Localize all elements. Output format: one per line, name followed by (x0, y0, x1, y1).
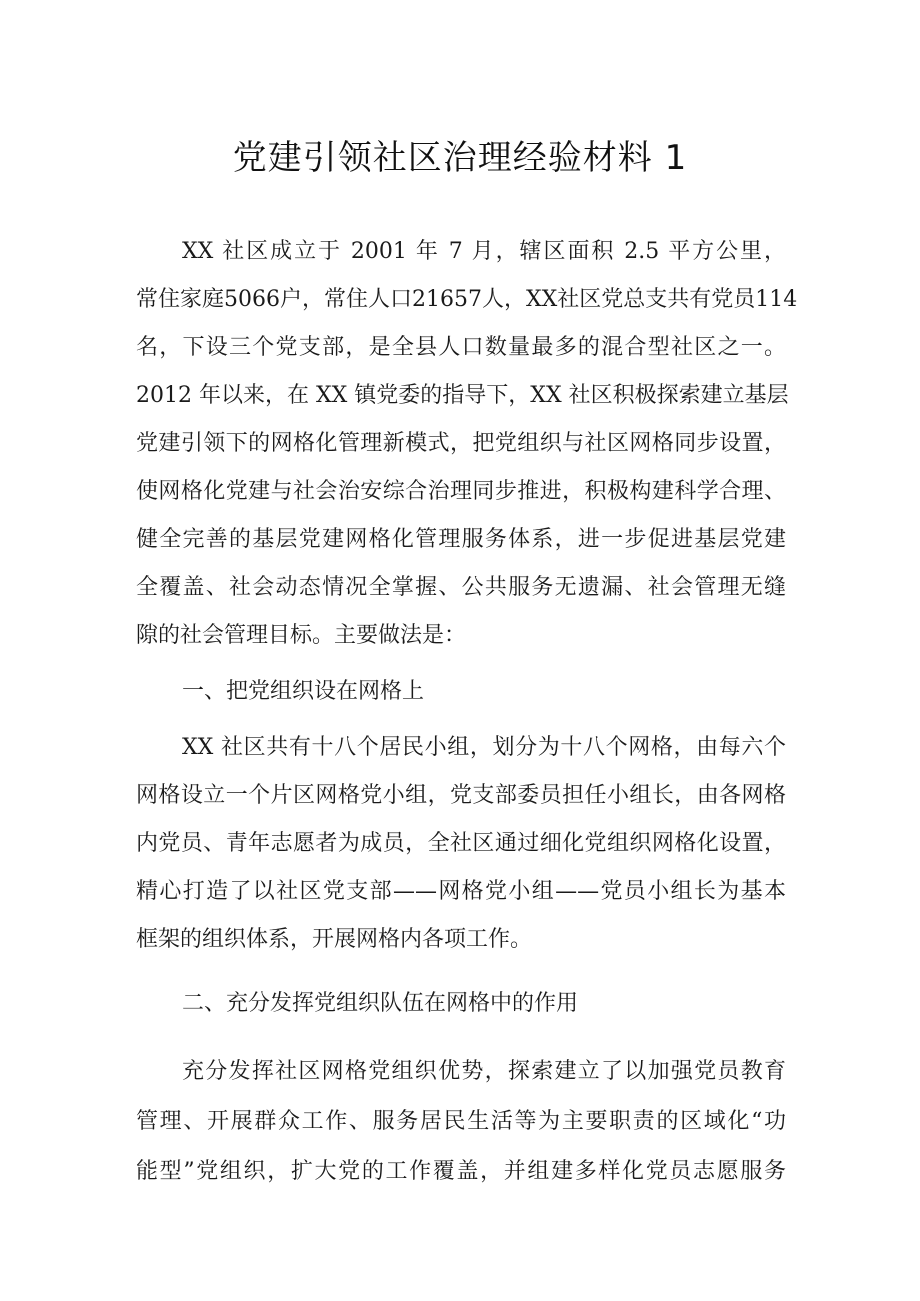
paragraph-line: 网格设立一个片区网格党小组，党支部委员担任小组长，由各网格 (136, 783, 786, 808)
paragraph-line: 充分发挥社区网格党组织优势，探索建立了以加强党员教育 (182, 1059, 786, 1084)
paragraph-line: 全覆盖、社会动态情况全掌握、公共服务无遗漏、社会管理无缝 (136, 575, 786, 600)
section-heading-1: 一、把党组织设在网格上 (182, 679, 425, 704)
paragraph-line: 管理、开展群众工作、服务居民生活等为主要职责的区域化“功 (136, 1109, 786, 1134)
paragraph-line: 隙的社会管理目标。主要做法是： (136, 623, 467, 648)
document-title: 党建引领社区治理经验材料 1 (232, 138, 688, 178)
paragraph-line: 2012 年以来，在 XX 镇党委的指导下，XX 社区积极探索建立基层 (136, 383, 789, 408)
paragraph-line: XX 社区共有十八个居民小组，划分为十八个网格，由每六个 (182, 735, 786, 760)
paragraph-line: 内党员、青年志愿者为成员，全社区通过细化党组织网格化设置， (136, 831, 786, 856)
paragraph-line: 常住家庭5066户，常住人口21657人，XX社区党总支共有党员114 (136, 287, 798, 312)
paragraph-line: 能型”党组织，扩大党的工作覆盖，并组建多样化党员志愿服务 (136, 1159, 786, 1184)
paragraph-line: 精心打造了以社区党支部——网格党小组——党员小组长为基本 (136, 879, 786, 904)
paragraph-line: 使网格化党建与社会治安综合治理同步推进，积极构建科学合理、 (136, 479, 786, 504)
section-heading-2: 二、充分发挥党组织队伍在网格中的作用 (182, 991, 579, 1016)
paragraph-line: XX 社区成立于 2001 年 7 月，辖区面积 2.5 平方公里， (182, 239, 786, 264)
paragraph-line: 健全完善的基层党建网格化管理服务体系，进一步促进基层党建 (136, 527, 786, 552)
paragraph-line: 框架的组织体系，开展网格内各项工作。 (136, 927, 533, 952)
paragraph-line: 名，下设三个党支部，是全县人口数量最多的混合型社区之一。 (136, 335, 786, 360)
paragraph-line: 党建引领下的网格化管理新模式，把党组织与社区网格同步设置， (136, 431, 786, 456)
